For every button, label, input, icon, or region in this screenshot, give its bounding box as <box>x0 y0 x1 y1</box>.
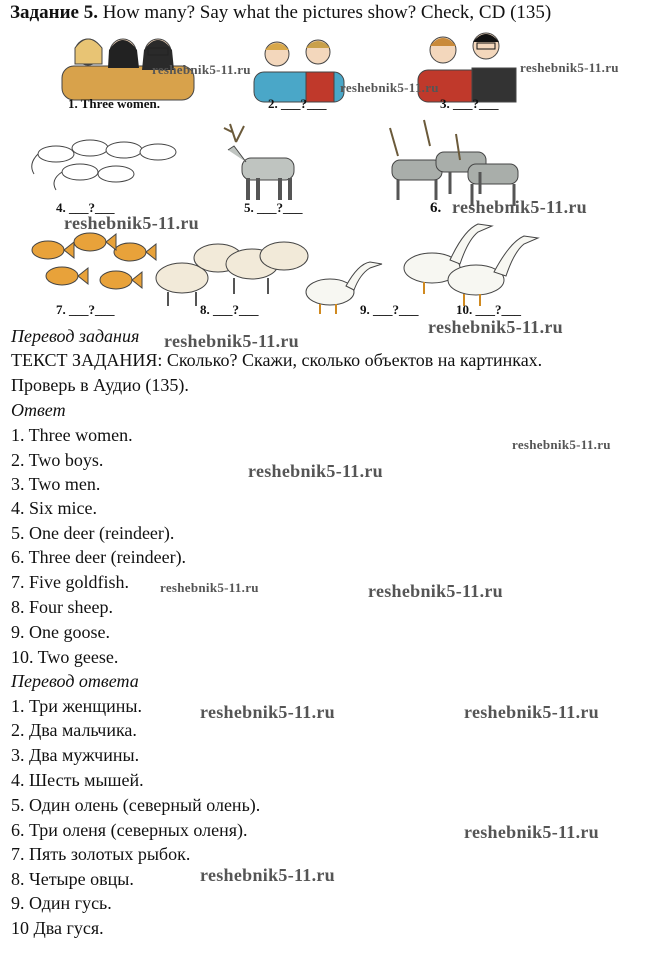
watermark: reshebnik5-11.ru <box>248 461 383 481</box>
watermark: reshebnik5-11.ru <box>200 702 335 722</box>
watermark: reshebnik5-11.ru <box>64 213 199 233</box>
translation-item: 6. Три оленя (северных оленя). <box>11 820 248 840</box>
caption-10: 10. ___?___ <box>456 302 521 317</box>
three-deer-illustration <box>390 120 518 206</box>
translation-item: 2. Два мальчика. <box>11 720 137 740</box>
answer-item: 6. Three deer (reindeer). <box>11 547 187 567</box>
watermark: reshebnik5-11.ru <box>428 317 563 337</box>
watermark: reshebnik5-11.ru <box>520 60 619 75</box>
translation-item: 3. Два мужчины. <box>11 745 140 765</box>
watermark: reshebnik5-11.ru <box>160 580 259 595</box>
task-translation-heading: Перевод задания <box>11 326 140 346</box>
two-geese-illustration <box>404 224 538 306</box>
watermark: reshebnik5-11.ru <box>152 62 251 77</box>
answer-item: 8. Four sheep. <box>11 597 113 617</box>
caption-7: 7. ___?___ <box>56 302 115 317</box>
caption-2: 2. ___?___ <box>268 96 327 111</box>
task-instruction: How many? Say what the pictures show? Check, CD (135) <box>102 2 552 23</box>
watermark: reshebnik5-11.ru <box>512 437 611 452</box>
answer-heading: Ответ <box>11 400 66 420</box>
answer-item: 2. Two boys. <box>11 450 104 470</box>
answer-item: 9. One goose. <box>11 622 110 642</box>
caption-4: 4. ___?___ <box>56 200 115 215</box>
caption-3: 3. ___?___ <box>440 96 499 111</box>
answer-item: 5. One deer (reindeer). <box>11 523 175 543</box>
task-text: ТЕКСТ ЗАДАНИЯ: Сколько? Скажи, сколько объектов на картинках. <box>11 350 543 370</box>
two-boys-illustration <box>254 40 344 102</box>
answer-translation-heading: Перевод ответа <box>11 671 139 691</box>
caption-6: 6. <box>430 200 442 216</box>
task-header <box>10 2 551 24</box>
five-goldfish-illustration <box>32 233 156 289</box>
answer-item: 4. Six mice. <box>11 498 97 518</box>
one-deer-illustration <box>224 124 294 200</box>
watermark: reshebnik5-11.ru <box>164 331 299 351</box>
watermark: reshebnik5-11.ru <box>340 80 439 95</box>
translation-item: 1. Три женщины. <box>11 696 142 716</box>
caption-1: 1. Three women. <box>68 96 160 111</box>
translation-item: 8. Четыре овцы. <box>11 869 134 889</box>
answer-item: 10. Two geese. <box>11 647 119 667</box>
watermark: reshebnik5-11.ru <box>368 581 503 601</box>
six-mice-illustration <box>32 140 176 190</box>
translation-item: 5. Один олень (северный олень). <box>11 795 261 815</box>
watermark: reshebnik5-11.ru <box>200 865 335 885</box>
answer-item: 1. Three women. <box>11 425 133 445</box>
watermark: reshebnik5-11.ru <box>464 822 599 842</box>
watermark: reshebnik5-11.ru <box>452 197 587 217</box>
caption-9: 9. ___?___ <box>360 302 419 317</box>
watermark: reshebnik5-11.ru <box>464 702 599 722</box>
translation-item: 9. Один гусь. <box>11 893 112 913</box>
caption-8: 8. ___?___ <box>200 302 259 317</box>
task-text-2: Проверь в Аудио (135). <box>11 375 189 395</box>
translation-item: 10 Два гуся. <box>11 918 104 938</box>
translation-item: 4. Шесть мышей. <box>11 770 144 790</box>
caption-5: 5. ___?___ <box>244 200 303 215</box>
answer-item: 3. Two men. <box>11 474 101 494</box>
four-sheep-illustration <box>156 242 308 306</box>
task-number: Задание 5. <box>10 2 98 23</box>
answer-item: 7. Five goldfish. <box>11 572 130 592</box>
translation-item: 7. Пять золотых рыбок. <box>11 844 191 864</box>
